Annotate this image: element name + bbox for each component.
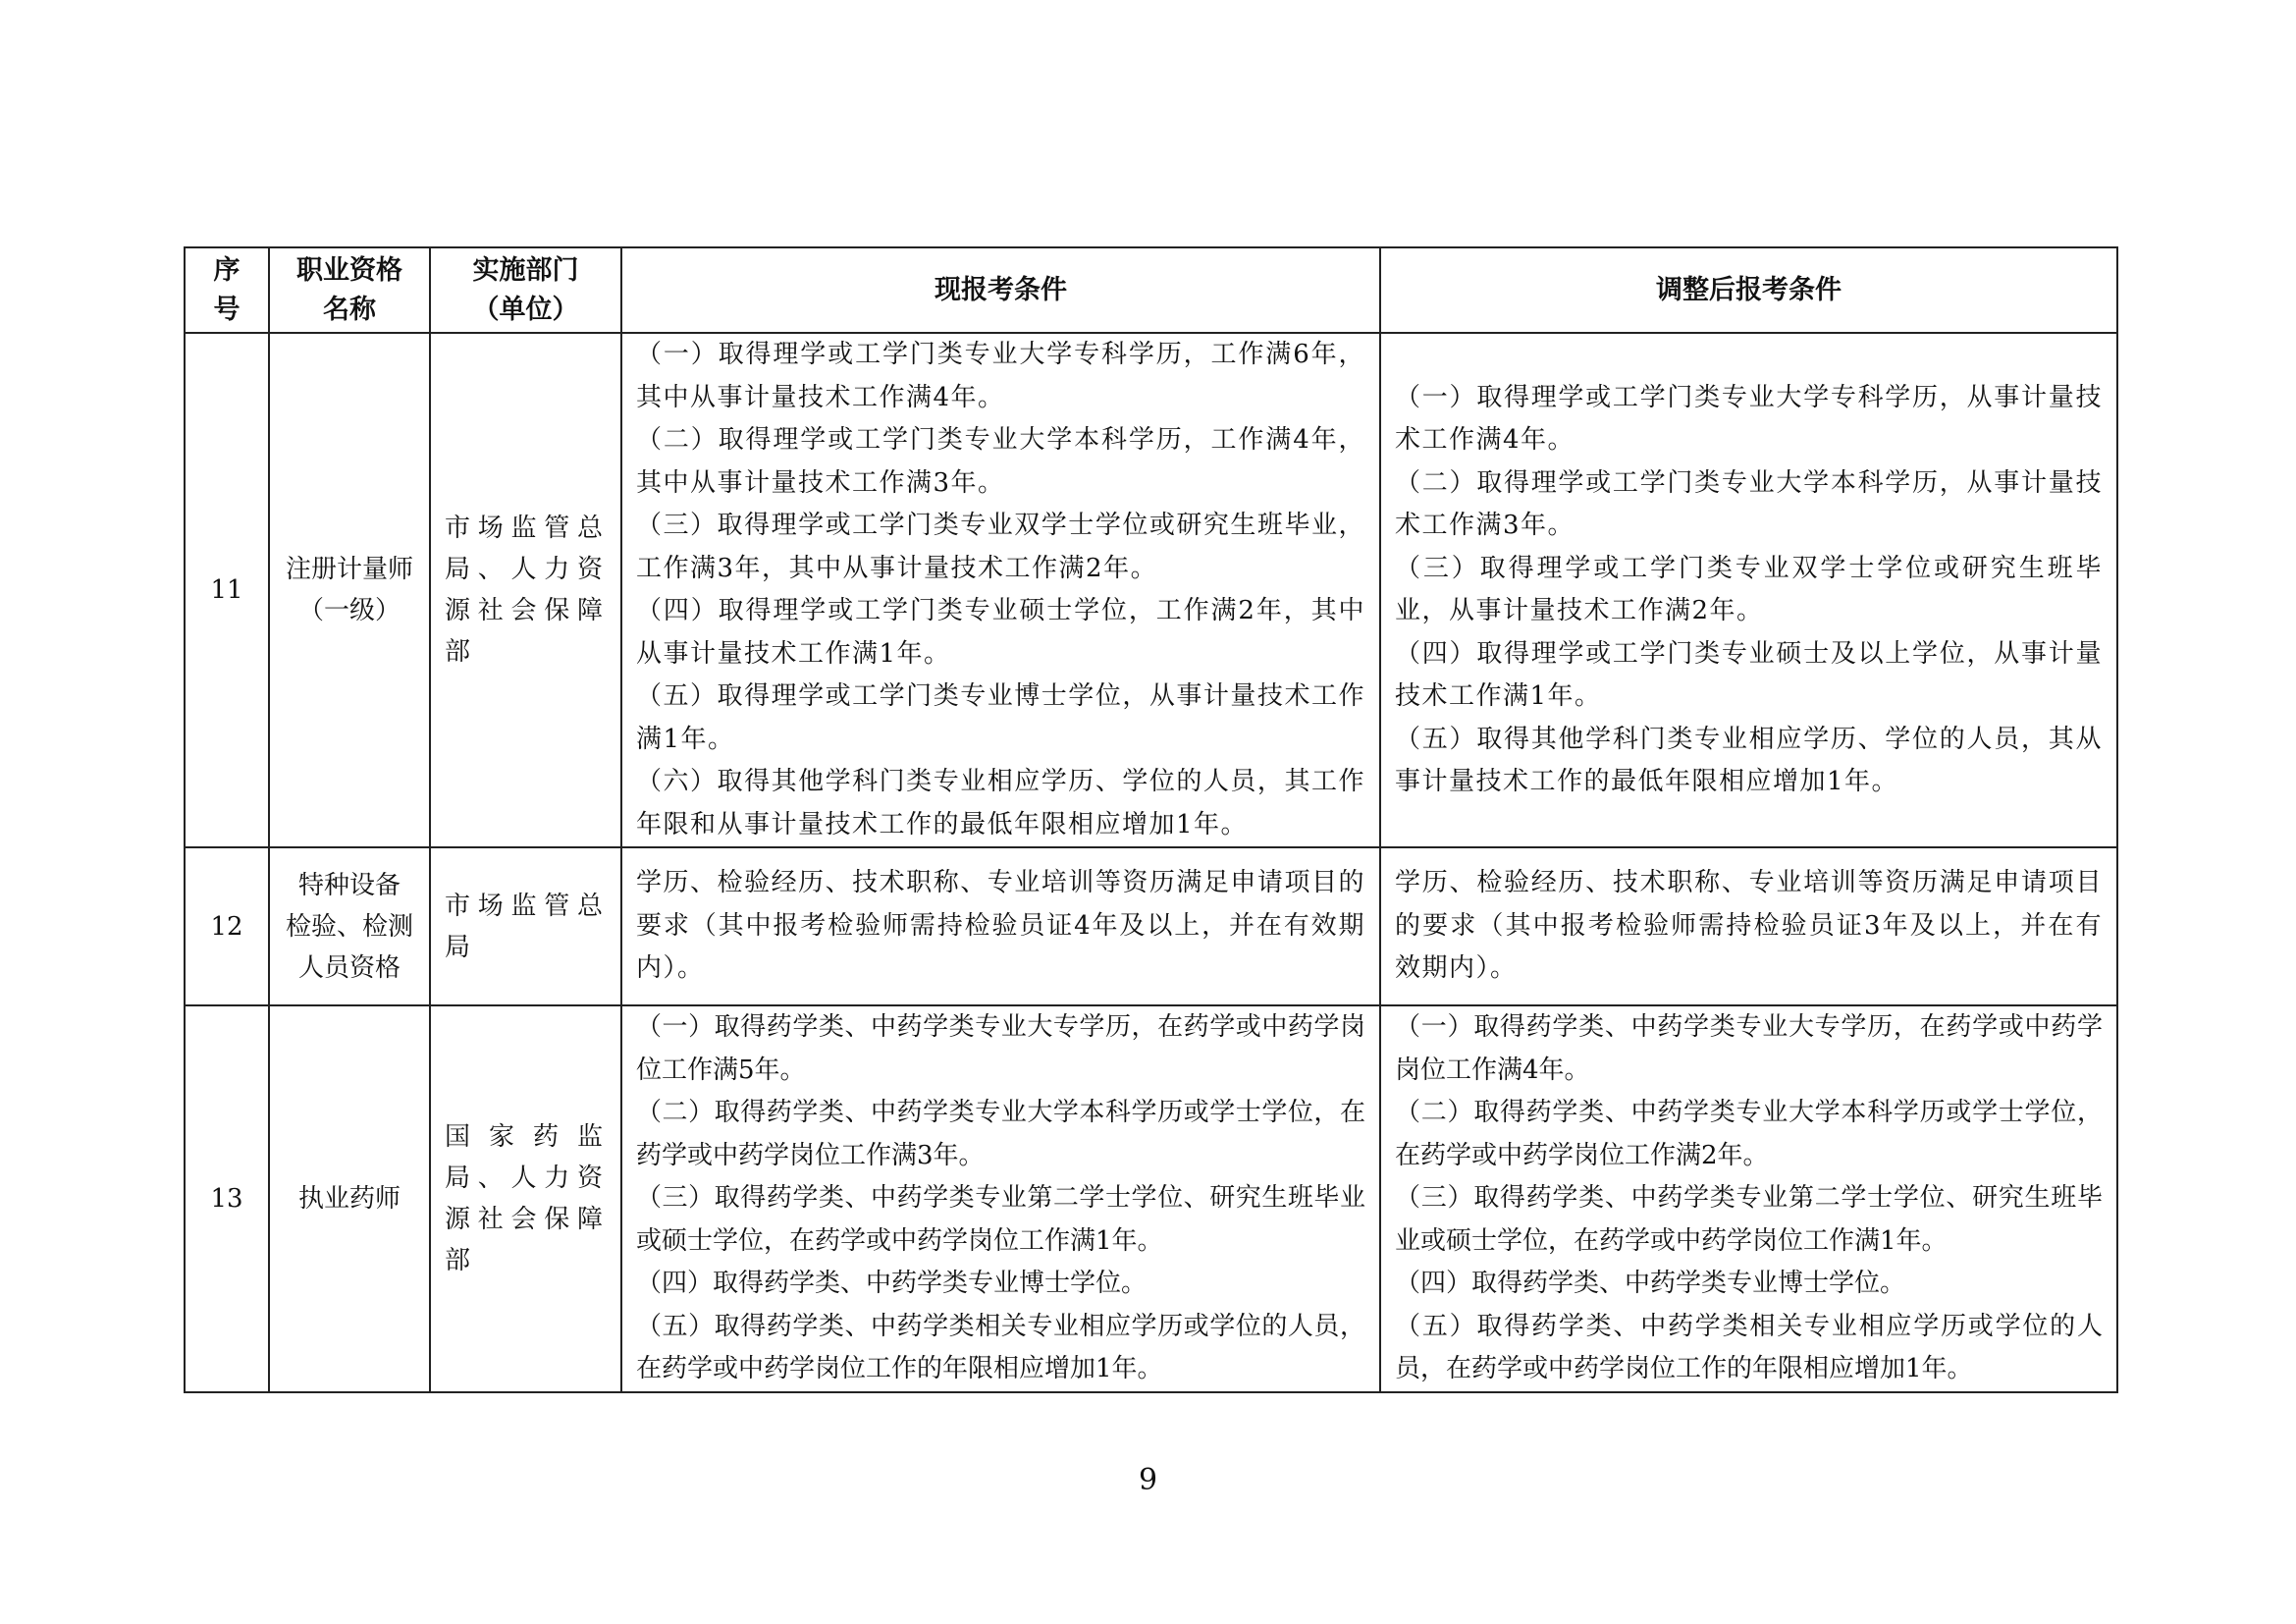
- row-number: 11: [185, 333, 269, 847]
- condition-item: （三）取得理学或工学门类专业双学士学位或研究生班毕业，从事计量技术工作满2年。: [1395, 553, 2103, 625]
- condition-item: 学历、检验经历、技术职称、专业培训等资历满足申请项目的要求（其中报考检验师需持检验员证3年及以上，并在有效期内）。: [1395, 868, 2103, 984]
- department: 市场监管总局: [430, 847, 621, 1005]
- table-row: [185, 333, 2117, 847]
- condition-item: （四）取得药学类、中药学类专业博士学位。: [1395, 1269, 1906, 1298]
- table-row: [185, 847, 2117, 1005]
- department: 市场监管总局、人力资源社会保障部: [430, 333, 621, 847]
- header-no: 序 号: [185, 247, 269, 333]
- current-conditions: [621, 847, 1380, 1005]
- header-name: 职业资格 名称: [269, 247, 430, 333]
- condition-item: （四）取得药学类、中药学类专业博士学位。: [636, 1269, 1148, 1298]
- condition-item: （四）取得理学或工学门类专业硕士学位，工作满2年，其中从事计量技术工作满1年。: [636, 596, 1365, 669]
- condition-item: （三）取得理学或工学门类专业双学士学位或研究生班毕业，工作满3年，其中从事计量技术工作满2年。: [636, 511, 1365, 583]
- condition-item: （四）取得理学或工学门类专业硕士及以上学位，从事计量技术工作满1年。: [1395, 638, 2103, 711]
- header-row: [185, 247, 2117, 333]
- row-number: 13: [185, 1005, 269, 1392]
- header-dept: 实施部门 （单位）: [430, 247, 621, 333]
- condition-item: （五）取得药学类、中药学类相关专业相应学历或学位的人员，在药学或中药学岗位工作的年限相应增加1年。: [1395, 1311, 2103, 1383]
- condition-item: （一）取得理学或工学门类专业大学专科学历，工作满6年，其中从事计量技术工作满4年。: [636, 340, 1365, 412]
- current-conditions: [621, 333, 1380, 847]
- condition-item: （二）取得理学或工学门类专业大学本科学历，工作满4年，其中从事计量技术工作满3年。: [636, 425, 1365, 498]
- condition-item: （三）取得药学类、中药学类专业第二学士学位、研究生班毕业或硕士学位，在药学或中药学岗位工作满1年。: [636, 1183, 1365, 1256]
- condition-item: （五）取得药学类、中药学类相关专业相应学历或学位的人员，在药学或中药学岗位工作的年限相应增加1年。: [636, 1311, 1365, 1383]
- condition-item: （一）取得药学类、中药学类专业大专学历，在药学或中药学岗位工作满4年。: [1395, 1012, 2103, 1085]
- current-conditions: [621, 1005, 1380, 1392]
- page-number: 9: [1138, 1463, 1158, 1497]
- condition-item: （六）取得其他学科门类专业相应学历、学位的人员，其工作年限和从事计量技术工作的最低年限相应增加1年。: [636, 767, 1365, 839]
- condition-item: （一）取得药学类、中药学类专业大专学历，在药学或中药学岗位工作满5年。: [636, 1012, 1365, 1085]
- condition-item: （三）取得药学类、中药学类专业第二学士学位、研究生班毕业或硕士学位，在药学或中药学岗位工作满1年。: [1395, 1183, 2103, 1256]
- table-row: [185, 1005, 2117, 1392]
- condition-item: （五）取得其他学科门类专业相应学历、学位的人员，其从事计量技术工作的最低年限相应增加1年。: [1395, 724, 2103, 796]
- header-adjusted-conditions: 调整后报考条件: [1380, 247, 2117, 333]
- qualification-name: 执业药师: [269, 1005, 430, 1392]
- department: 国家药监局、人力资源社会保障部: [430, 1005, 621, 1392]
- condition-item: （二）取得药学类、中药学类专业大学本科学历或学士学位，在药学或中药学岗位工作满2年。: [1395, 1098, 2103, 1170]
- qualification-name: 特种设备 检验、检测 人员资格: [269, 847, 430, 1005]
- adjusted-conditions: [1380, 333, 2117, 847]
- condition-item: （五）取得理学或工学门类专业博士学位，从事计量技术工作满1年。: [636, 681, 1365, 754]
- header-current-conditions: 现报考条件: [621, 247, 1380, 333]
- condition-item: 学历、检验经历、技术职称、专业培训等资历满足申请项目的要求（其中报考检验师需持检验员证4年及以上，并在有效期内）。: [636, 868, 1365, 984]
- row-number: 12: [185, 847, 269, 1005]
- condition-item: （一）取得理学或工学门类专业大学专科学历，从事计量技术工作满4年。: [1395, 382, 2103, 455]
- condition-item: （二）取得理学或工学门类专业大学本科学历，从事计量技术工作满3年。: [1395, 467, 2103, 540]
- qualification-name: 注册计量师 （一级）: [269, 333, 430, 847]
- adjusted-conditions: [1380, 1005, 2117, 1392]
- adjusted-conditions: [1380, 847, 2117, 1005]
- condition-item: （二）取得药学类、中药学类专业大学本科学历或学士学位，在药学或中药学岗位工作满3年。: [636, 1098, 1365, 1170]
- conditions-table: [184, 246, 2118, 1393]
